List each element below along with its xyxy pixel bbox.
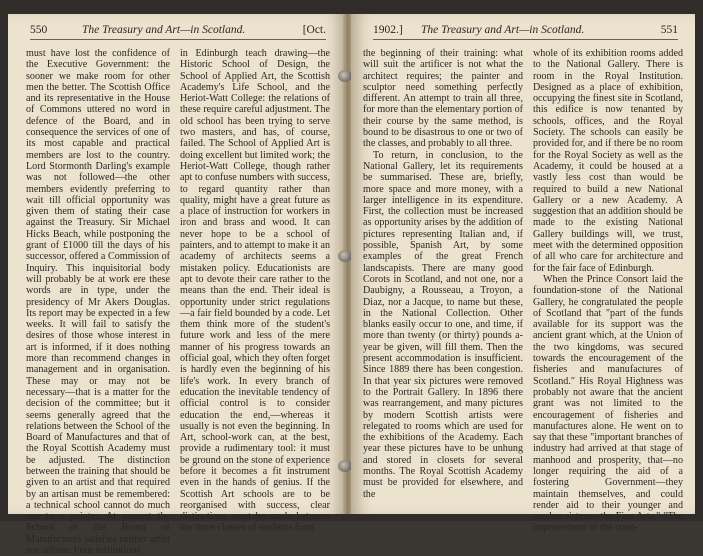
left-column-2 xyxy=(180,48,330,534)
paragraph: When the Prince Consort laid the foundation-stone of the National Gallery, he congratulated the people of Scotland that "part of the funds available for its support was the ancient grant which, at the Union of the two kingdoms, was secured towards the encouragement of the fisheries and manufactures of Scotland." His Royal Highness was probably not aware that the ancient grant was not limited to the encouragement of fisheries and manufactures alone. He went on to say that these "important branches of industry had arrived at that stage of manhood and prosperity, that—no longer requiring the aid of a fostering Government—they maintain themselves, and could render aid to their younger and weaker sisters—the Fine Arts." "The improvement of the coun- xyxy=(533,273,683,534)
right-page xyxy=(351,14,695,534)
binding-clip-icon xyxy=(338,70,352,82)
paragraph: To return, in conclusion, to the National Gallery, let its requirements be summarised. These are, briefly, more space and more money, with a larger intelligence in its expenditure. First, the collection must be increased as opportunity arises by the addition of pictures representing Italian and, if possible, Spanish Art, by some examples of the great French landscapists. There are many good Corots in Scotland, and not one, nor a Daubigny, a Rousseau, a Troyon, a Diaz, nor a Jacque, to name but these, in the National Collection. Other blanks easily occur to one, and time, if more than twenty (or thirty) pounds a-year be given, will fill them. Then the present accommodation is insufficient. Since 1889 there has been congestion. In that year six pictures were removed to the Portrait Gallery. In 1896 there was rearrangement, and many pictures by modern Scottish artists were relegated to rooms which are used for the exhibitions of the Academy. Each year these pictures have to be unhung and stored in closets for several months. The Royal Scottish Academy must be provided for elsewhere, and the xyxy=(363,149,523,500)
left-page xyxy=(8,14,345,556)
right-running-title: The Treasury and Art—in Scotland. xyxy=(421,24,585,36)
right-page-date: 1902.] xyxy=(373,24,403,36)
binding-clip-icon xyxy=(338,250,352,262)
header-rule xyxy=(373,39,678,40)
left-running-title: The Treasury and Art—in Scotland. xyxy=(82,24,246,36)
right-column-2 xyxy=(533,48,683,534)
header-rule xyxy=(30,39,326,40)
left-column-1 xyxy=(26,48,170,556)
right-page-number: 551 xyxy=(660,24,678,36)
right-column-1 xyxy=(363,48,523,500)
left-page-date: [Oct. xyxy=(302,24,326,36)
paragraph: must have lost the confidence of the Executive Government: the sooner we make room for other men the better. The Scottish Office and its representative in the House of Commons uttered no word in defence of the Board, and in consequence the services of one of its most capable and practical members are lost to the country. Lord Stormonth Darling's example was not followed—the other members evidently preferring to wait till official opportunity was given them of stating their case against the Treasury. Sir Michael Hicks Beach, while postponing the grant of £1000 till the days of his successor, offered a Commission of Inquiry. This inquisitorial body will probably be at work ere these words are in type, under the presidency of Mr Akers Douglas. Its report may be expected in a few weeks. It will fail to satisfy the desires of those whose interest in art is informed, if it does nothing more than recommend changes in management and in organisation. These may or may not be necessary—that is a matter for the decision of the committee; but it seems generally agreed that the relations between the School of the Board of Manufactures and that of the Royal Scottish Academy must be adjusted. The distinction between the training that should be given to an artist and that required by an artisan must be remembered: a technical school cannot do much use to a painter. At present the School of the Board of Manufactures satisfies neither artist nor artisan. Four institutions xyxy=(26,48,170,556)
binding-clip-icon xyxy=(338,460,352,472)
left-page-number: 550 xyxy=(30,24,48,36)
paragraph: the beginning of their training: what will suit the artificer is not what the architect requires; the painter and sculptor need something perfectly different. An attempt to train all three, for more than the elementary portion of their course by the same method, is bound to be disastrous to one or two of the classes, and probably to all three. xyxy=(363,48,523,150)
paragraph: whole of its exhibition rooms added to the National Gallery. There is room in the Royal Institution. Designed as a place of exhibition, occupying the finest site in Scotland, this edifice is now tenanted by schools, offices, and the Royal Society. The schools can easily be provided for, and if there be no room for the Royal Society as well as the Academy, it could be housed at a vastly less cost than would be required to build a new National Gallery or a new Academy. A suggestion that an addition should be made to the existing National Gallery buildings will, we trust, meet with the determined opposition of all who care for architecture and for the fair face of Edinburgh. xyxy=(533,48,683,274)
paragraph: in Edinburgh teach drawing—the Historic School of Design, the School of Applied Art, the Scottish Academy's Life School, and the Heriot-Watt College: the relations of these require careful adjustment. The old school has been trying to serve two masters, and has, of course, failed. The School of Applied Art is doing excellent but limited work; the Heriot-Watt College, though rather apt to confuse numbers with success, to regard quantity rather than quality, might have a great future as a place of instruction for workers in iron and brass and wood. It can never hope to be a school of painters, and to attempt to make it an academy of architects seems a mistaken policy. Educationists are apt to devote their care rather to the means than the end. Their ideal is opportunity under strict regulations—a fair field bounded by a code. Let them think more of the student's future work and less of the mere manner of his progress towards an official goal, which they often forget is hardly even the beginning of his life's work. In every branch of education the inevitable tendency of official control is to consider education the end,—whereas it usually is not even the beginning. In Art, school-work can, at the best, provide a rudimentary tool: it must be ground on the stone of experience before it becomes a fit instrument even in the hands of genius. If the Scottish Art schools are to be reorganised with success, clear distinctions must be made between the three classes of students from xyxy=(180,48,330,534)
